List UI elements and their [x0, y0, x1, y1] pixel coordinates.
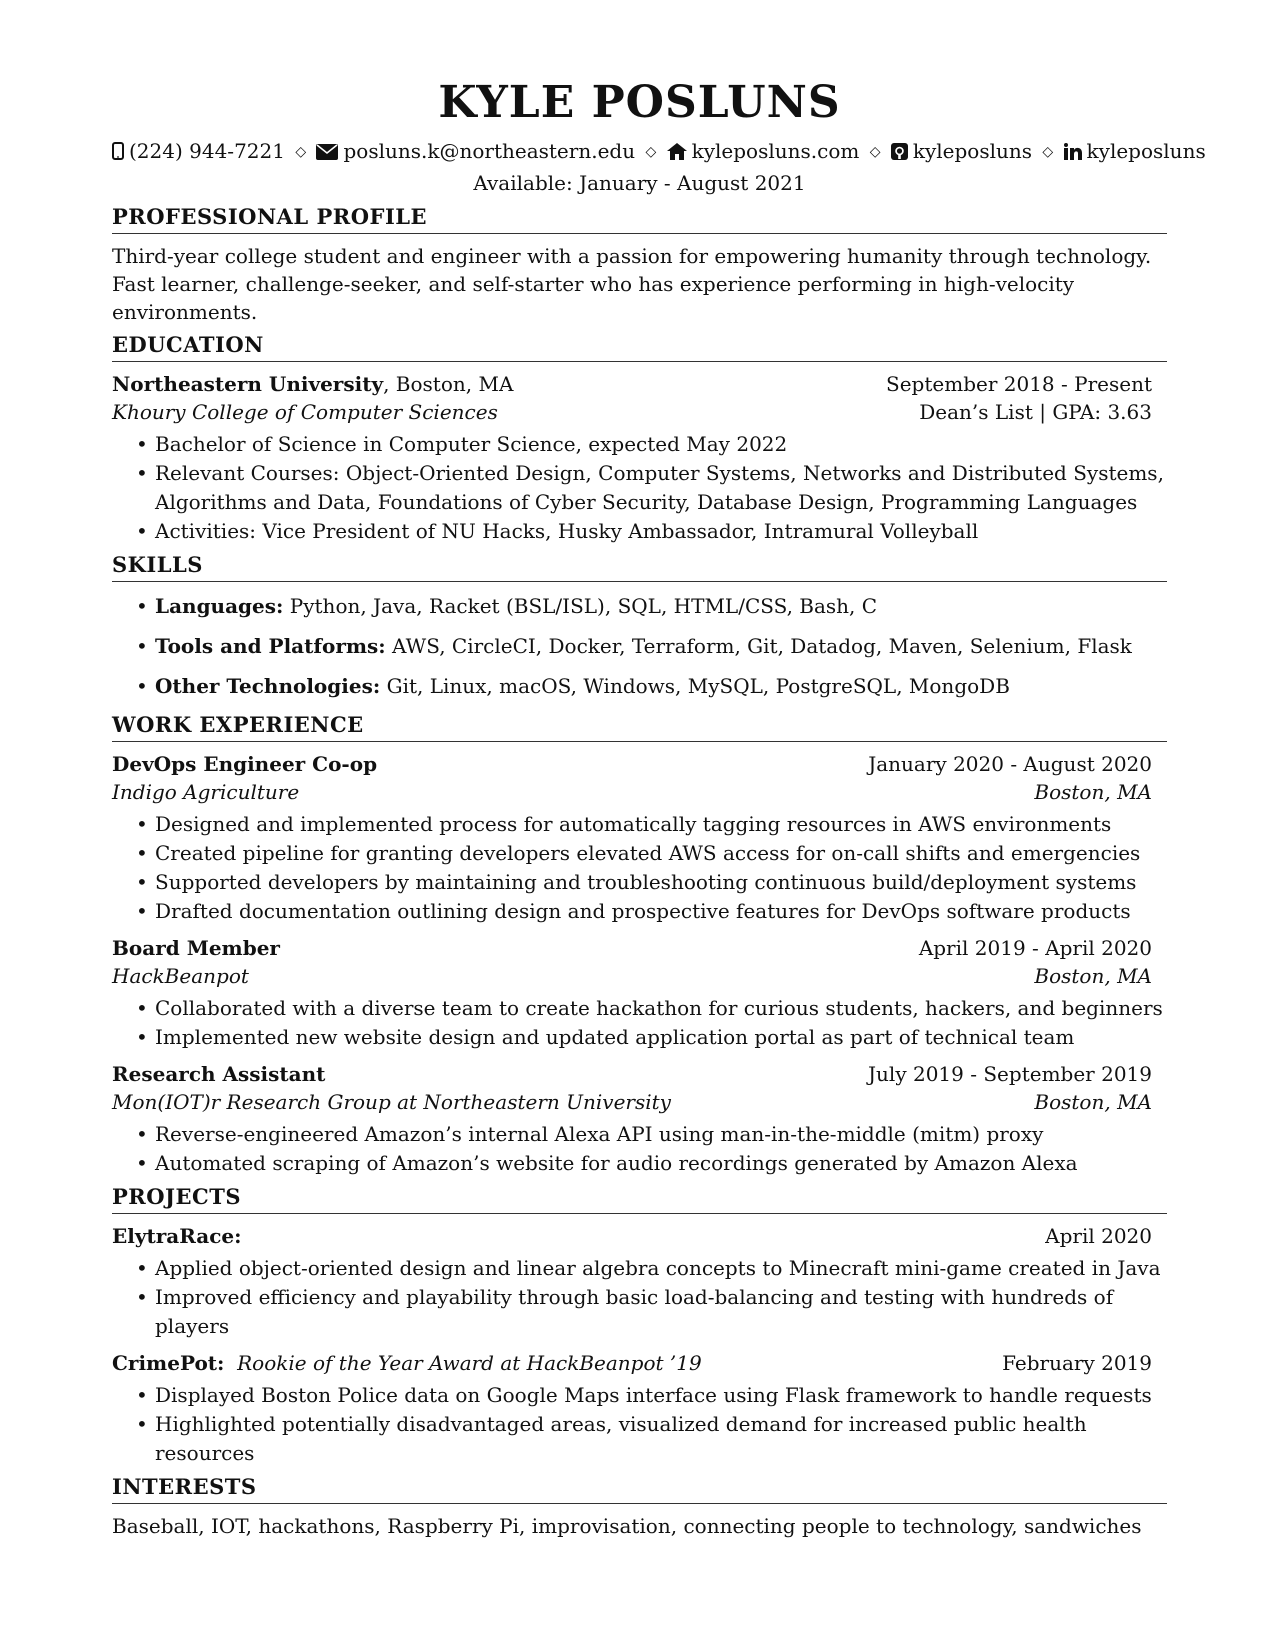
list-item: • Created pipeline for granting developers elevated AWS access for on-call shifts and emergencies	[112, 839, 1167, 868]
list-item: • Displayed Boston Police data on Google Maps interface using Flask framework to handle requests	[112, 1381, 1167, 1410]
job-entry	[112, 934, 1167, 1052]
education-bullets	[112, 430, 1167, 546]
separator-diamond: ◇	[1042, 144, 1054, 160]
education-honors: Dean’s List | GPA: 3.63	[919, 400, 1152, 424]
job-org: HackBeanpot	[112, 964, 249, 988]
separator-diamond: ◇	[645, 144, 657, 160]
candidate-name: KYLE POSLUNS	[438, 77, 841, 128]
college-name: Khoury College of Computer Sciences	[112, 400, 498, 424]
mobile-phone-icon	[112, 138, 124, 168]
list-item	[112, 666, 1167, 706]
job-role: Research Assistant	[112, 1062, 326, 1086]
section-title-education: EDUCATION	[112, 332, 1167, 362]
section-title-projects: PROJECTS	[112, 1184, 1167, 1214]
job-org: Indigo Agriculture	[112, 780, 300, 804]
list-item: • Applied object-oriented design and linear algebra concepts to Minecraft mini-game created in Java	[112, 1254, 1167, 1283]
school-line	[112, 370, 513, 398]
profile-text: Third-year college student and engineer with a passion for empowering humanity through technology. Fast learner, challenge-seeker, and self-starter who has experience performing in high-velocity environments.	[112, 244, 1152, 324]
job-dates: July 2019 - September 2019	[868, 1062, 1152, 1086]
contact-line	[112, 136, 1206, 168]
github-handle[interactable]: kyleposluns	[912, 139, 1033, 163]
job-role: DevOps Engineer Co-op	[112, 752, 378, 776]
envelope-icon	[316, 138, 338, 168]
project-date: April 2020	[1045, 1224, 1152, 1248]
job-subheader-row	[112, 962, 1152, 990]
email-link[interactable]: posluns.k@northeastern.edu	[343, 139, 636, 163]
job-entry	[112, 750, 1167, 926]
project-entry	[112, 1349, 1167, 1468]
job-entry	[112, 1060, 1167, 1178]
job-org: Mon(IOT)r Research Group at Northeastern University	[112, 1090, 671, 1114]
list-item: • Improved efficiency and playability through basic load-balancing and testing with hundreds of players	[112, 1283, 1167, 1341]
job-bullets	[112, 1120, 1167, 1178]
job-header-row	[112, 750, 1152, 778]
job-location: Boston, MA	[1034, 1090, 1152, 1114]
project-bullets	[112, 1381, 1167, 1468]
job-subheader-row	[112, 1088, 1152, 1116]
education-entry	[112, 370, 1167, 546]
list-item: • Drafted documentation outlining design and prospective features for DevOps software products	[112, 897, 1167, 926]
section-title-work: WORK EXPERIENCE	[112, 712, 1167, 742]
list-item: • Highlighted potentially disadvantaged areas, visualized demand for increased public health resources	[112, 1410, 1167, 1468]
list-item: • Supported developers by maintaining and troubleshooting continuous build/deployment systems	[112, 868, 1167, 897]
education-subheader-row	[112, 398, 1152, 426]
job-location: Boston, MA	[1034, 964, 1152, 988]
linkedin-icon	[1064, 138, 1082, 168]
school-location: , Boston, MA	[383, 372, 514, 396]
project-entry	[112, 1222, 1167, 1341]
section-title-interests: INTERESTS	[112, 1474, 1167, 1504]
list-item: • Relevant Courses: Object-Oriented Design, Computer Systems, Networks and Distributed Systems, Algorithms and Data, Foundations of Cyber Security, Database Design, Programming Languages	[112, 459, 1167, 517]
job-header-row	[112, 1060, 1152, 1088]
job-bullets	[112, 810, 1167, 926]
education-dates: September 2018 - Present	[886, 372, 1152, 396]
website-link[interactable]: kyleposluns.com	[691, 139, 860, 163]
resume-page	[112, 72, 1206, 1546]
list-item: • Bachelor of Science in Computer Science, expected May 2022	[112, 430, 1167, 459]
skill-value: Git, Linux, macOS, Windows, MySQL, PostgreSQL, MongoDB	[380, 674, 1010, 698]
interests-text: Baseball, IOT, hackathons, Raspberry Pi, improvisation, connecting people to technology, sandwiches	[112, 1514, 1142, 1538]
list-item	[112, 626, 1167, 666]
skill-label: Languages:	[155, 594, 284, 618]
list-item: • Automated scraping of Amazon’s website for audio recordings generated by Amazon Alexa	[112, 1149, 1167, 1178]
section-title-profile: PROFESSIONAL PROFILE	[112, 204, 1167, 234]
job-dates: January 2020 - August 2020	[868, 752, 1152, 776]
linkedin-handle[interactable]: kyleposluns	[1086, 139, 1206, 163]
list-item: • Implemented new website design and updated application portal as part of technical team	[112, 1023, 1167, 1052]
skill-label: Other Technologies:	[155, 674, 381, 698]
list-item: • Activities: Vice President of NU Hacks, Husky Ambassador, Intramural Volleyball	[112, 517, 1167, 546]
separator-diamond: ◇	[295, 144, 307, 160]
list-item: • Collaborated with a diverse team to create hackathon for curious students, hackers, and beginners	[112, 994, 1167, 1023]
list-item: • Reverse-engineered Amazon’s internal Alexa API using man-in-the-middle (mitm) proxy	[112, 1120, 1167, 1149]
project-title-line	[112, 1222, 242, 1250]
education-header-row	[112, 370, 1152, 398]
job-subheader-row	[112, 778, 1152, 806]
job-dates: April 2019 - April 2020	[918, 936, 1152, 960]
project-date: February 2019	[1002, 1351, 1152, 1375]
job-header-row	[112, 934, 1152, 962]
section-title-skills: SKILLS	[112, 552, 1167, 582]
project-name: CrimePot:	[112, 1351, 225, 1375]
project-header-row	[112, 1222, 1152, 1250]
separator-diamond: ◇	[869, 144, 881, 160]
skill-label: Tools and Platforms:	[155, 634, 386, 658]
github-icon	[891, 138, 908, 168]
phone-number[interactable]: (224) 944-7221	[129, 139, 285, 163]
job-role: Board Member	[112, 936, 280, 960]
list-item: • Designed and implemented process for automatically tagging resources in AWS environments	[112, 810, 1167, 839]
project-title-line	[112, 1349, 702, 1377]
list-item	[112, 586, 1167, 626]
project-header-row	[112, 1349, 1152, 1377]
project-bullets	[112, 1254, 1167, 1341]
job-bullets	[112, 994, 1167, 1052]
availability-text: Available: January - August 2021	[473, 171, 806, 195]
skill-value: AWS, CircleCI, Docker, Terraform, Git, Datadog, Maven, Selenium, Flask	[385, 634, 1132, 658]
job-location: Boston, MA	[1034, 780, 1152, 804]
home-icon	[667, 138, 687, 168]
skill-value: Python, Java, Racket (BSL/ISL), SQL, HTML/CSS, Bash, C	[283, 594, 878, 618]
school-name: Northeastern University	[112, 372, 384, 396]
project-award: Rookie of the Year Award at HackBeanpot ’19	[237, 1351, 702, 1375]
project-name: ElytraRace:	[112, 1224, 242, 1248]
skills-list	[112, 586, 1167, 706]
